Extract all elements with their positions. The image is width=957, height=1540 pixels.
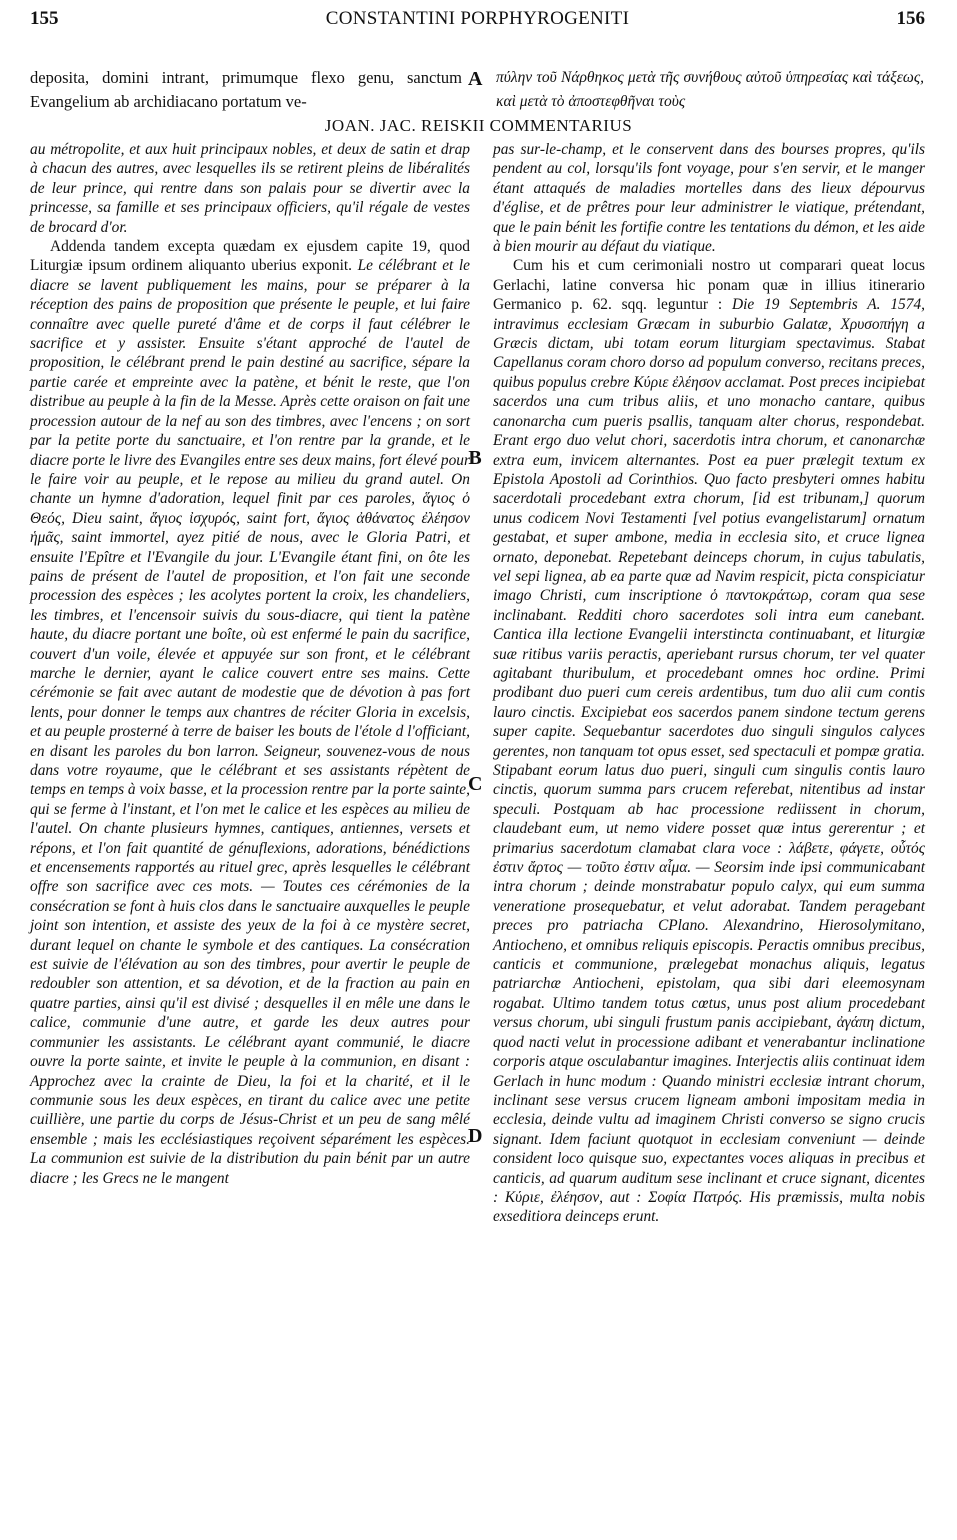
page-number-right: 156 [896,8,925,29]
commentary-column-right [493,140,925,1227]
commentary-title: JOAN. JAC. REISKII COMMENTARIUS [324,116,633,135]
margin-marker-a: A [468,68,483,90]
margin-marker-d: D [468,1125,483,1147]
commentary-left-paragraph-1: au métropolite, et aux huit principaux nobles, et deux de satin et drap à chacun des autres, avec lesquelles ils se retirent pleins de libéralités de leur prince, qui rentre dans son palais pour se divertir avec la princesse, sa famille et ses principaux officiers, qu'il régale de vestes de brocard d'or. [30,141,470,236]
main-text-right-greek: πύλην τοῦ Νάρθηκος μετὰ τῆς συνήθους αὐτοῦ ὑπηρεσίας καὶ τάξεως, καὶ μετὰ τὸ ἀποστεφθῆναι τοὺς [496,69,924,110]
commentary-right-intro: Cum his et cum cerimoniali nostro ut comparari queat locus Gerlachi, latine conversa hic ponam quæ in illius itinerario Germanico p. 62. sqq. leguntur : [493,257,925,314]
commentary-column-left [30,140,470,1188]
commentary-left-intro: Addenda tandem excepta quædam ex ejusdem capite 19, quod Liturgiæ ipsum ordinem aliquanto uberius exponit. [30,238,470,275]
main-text-left: deposita, domini intrant, primumque flexo genu, sanctum Evangelium ab archidiacano portatum ve- [30,68,462,111]
running-title: CONSTANTINI PORPHYROGENITI [325,8,630,29]
commentary-right-paragraph-2 [493,256,925,1226]
commentary-left-french-text: Le célébrant et le diacre se lavent publiquement les mains, pour se préparer à la réception des pains de proposition que présente le peuple, et lui faire connaître avec quelle pureté d'âme et de corps il faut célébrer le sacrifice et y assister. Ensuite s'étant approché de l'autel de proposition, le célébrant prend le pain destiné au sacrifice, sépare la partie carée et empreinte avec la patène, et bénit le reste, que l'on distribue au peuple à la fin de la Messe. Après cette oraison on fait une procession autour de la nef au son des timbres, avec l'encens ; on sort par la petite porte du sanctuaire, et l'on rentre par la grande, et le diacre porte le livre des Evangiles entre ses deux mains, fort élevé pour le faire voir au peuple, et le repose au milieu du grand autel. On chante un hymne d'adoration, lequel finit par ces paroles, ἅγιος ὁ Θεός, Dieu saint, ἅγιος ἰσχυρός, saint fort, ἅγιος ἀθάνατος ἐλέησον ἡμᾶς, saint immortel, ayez pitié de nous, avec le Gloria Patri, et ensuite l'Epître et l'Evangile du jour. L'Evangile étant fini, on ôte les pains de présent de l'autel de proposition, et l'on fait une seconde procession des espèces ; les acolytes portent la croix, les chandeliers, les timbres, et l'encensoir suivis du sous-diacre, qui tient la patène haute, du diacre portant une boîte, où est enfermé le pain du sacrifice, couvert d'un voile, élevée et appuyée sur son front, et le célébrant marche le dernier, ayant le calice couvert entre ses mains. Cette cérémonie se fait avec autant de modestie que de dévotion à pas fort lents, pour donner le temps aux chantres de réciter Gloria in excelsis, et au peuple prosterné à terre de baiser les bouts de l'étole d l'officiant, en disant les paroles du bon larron. Seigneur, souvenez-vous de nous dans votre royaume, que le célébrant et ses assistants répètent de temps en temps à voix basse, et la procession rentre par la porte sainte, qui se ferme à l'instant, et l'on met le calice et les espèces au milieu de l'autel. On chante plusieurs hymnes, cantiques, antiennes, versets et répons, et l'on fait quantité de génuflexions, adorations, bénédictions et encensements rapportés au rituel grec, après lesquelles le célébrant offre son sacrifice avec ces mots. — Toutes ces cérémonies de la consécration se font à huis clos dans le sanctuaire auxquelles le peuple joint son intention, et assiste des yeux de la foi à ce mystère secret, durant lequel on chante le symbole et des cantiques. La consécration est suivie de l'élévation au son des timbres, pour avertir le peuple de redoubler son attention, et sa dévotion, et de la fraction au pain en quatre parties, ainsi qu'il est divisé ; desquelles il en mêle une dans le calice, communie d'une autre, et garde les deux autres pour communier les assistants. Le célébrant ayant communié, le diacre ouvre la porte sainte, et invite le peuple à la communion, en disant : Approchez avec la crainte de Dieu, la foi et la charité, et il le communie sous les deux espèces, en tirant du calice avec une petite cuillière, une partie du corps de Jésus-Christ et un peu de sang mêlé ensemble ; mais les ecclésiastiques reçoivent séparément les espèces. La communion est suivie de la distribution du pain bénit par un autre diacre ; les Grecs ne le mangent [30,257,470,1187]
commentary-right-latin-text: Die 19 Septembris A. 1574, intravimus ecclesiam Græcam in suburbio Galatæ, Χρυσοπήγη a Græcis dictam, ubi totam eorum liturgiam spectavimus. Stabat Capellanus coram choro dorso ad populum converso, recitans preces, quibus populus crebre Κύριε ἐλέησον acclamat. Post preces incipiebat sacerdos una cum tribus aliis, et uno monacho cantare, quibus canonarcha cum pueris psallis, tanquam alter chorus, respondebat. Erant ergo duo velut chori, sacerdotis intra chorum, et canonarchæ extra eum, invicem alternantes. Post ea puer prælegit textum ex Epistola Apostoli ad Corinthios. Quo facto presbyteri omnes habitu sacerdotali procedebant extra chorum, [id est tribunam,] quorum unus codicem Novi Testamenti [vel potius evangelistarum] ornatum gestabat, et super ambone, media in ecclesia sito, et cruce lignea ornato, deponebat. Repetebant deinceps chorum, in cujus tabulatis, vel sepi lignea, ab ea parte quæ ad Navim respicit, picta conspiciatur imago Christi, cum inscriptione ὁ παντοκράτωρ, coram qua sese inclinabant. Redditi choro sacerdotes soli intra eum canebant. Cantica illa lectione Evangelii interstincta continuabant, et liturgiæ suæ ritibus variis peractis, aperiebant rursus chorum, ter vel quater agitabant thuribulum, et procedebant omnes hoc ordine. Primi prodibant duo pueri cum cereis ardentibus, tum duo alii cum contis lauro cinctis. Excipiebat eos sacerdos panem sindone tectum gerens super capite. Sequebantur sacerdotes duo singuli singulos calyces gerentes, non tanquam tot opus esset, sed spectaculi et pompæ gratia. Stipabant eorum latus duo pueri, singuli cum singulis contis lauro cinctis, quorum summa pars crucem referebat, nitentibus ad instar speculi. Postquam ab hac processione rediissent in chorum, claudebant eum, ut nemo videre posset quæ intus gererentur ; et primarius sacerdotum clamabat clara voce : λάβετε, φάγετε, οὗτός ἐστιν ἄρτος — τοῦτο ἐστιν αἷμα. — Seorsim inde ipsi communicabant intra chorum ; deinde monstrabatur populo calyx, qui eum summa veneratione prosequebatur, et velut adorabat. Tandem peragebant preces pro patriacha CPlano. Alexandrino, Hierosolymitano, Antiocheno, et omnibus reliquis episcopis. Peractis omnibus precibus, canticis et communione, prælegebat monachus aliquis, legatus patriarchæ Antiocheni, epistolam, qua sibi dari eleemosynam rogabat. Ultimo tandem totus cœtus, unus post alium procedebant versus chorum, ubi singuli frustum panis accipiebant, ἀγάπη dictum, quod nacti velut in processione adibant et venerabantur inclinatione corporis atque osculabantur imagines. Interjectis aliis continuat idem Gerlach in hunc modum : Quando ministri ecclesiæ intrant chorum, inclinant sese versus crucem ligneam amboni impositam media in ecclesia, deinde vultu ad imaginem Christi converso se signo crucis signant. Idem faciunt quotquot in ecclesiam conveniunt — deinde consident loco quisque suo, expectantes voces aliquas in precibus et canticis, ad quarum auditum sese inclinant et cruce signant, dicentes : Κύριε, ἐλέησον, aut : Σοφία Πατρός. His præmissis, multa nobis exseditiora deinceps erunt. [493,296,925,1226]
page-header [30,6,925,36]
commentary-right-paragraph-1: pas sur-le-champ, et le conservent dans des bourses propres, qu'ils pendent au col, lorsqu'ils font voyage, pour s'en servir, et le manger étant attaqués de maladies mortelles dans des lieux dépourvus d'église, et de prêtres pour leur administrer le viatique, prétendant, que le pain bénit les fortifie contre les tentations du démon, et les aide à bien mourir au défaut du viatique. [493,141,925,256]
commentary-left-paragraph-2 [30,237,470,1188]
margin-marker-c: C [468,773,483,795]
margin-marker-b: B [468,447,482,469]
page-number-left: 155 [30,8,59,29]
